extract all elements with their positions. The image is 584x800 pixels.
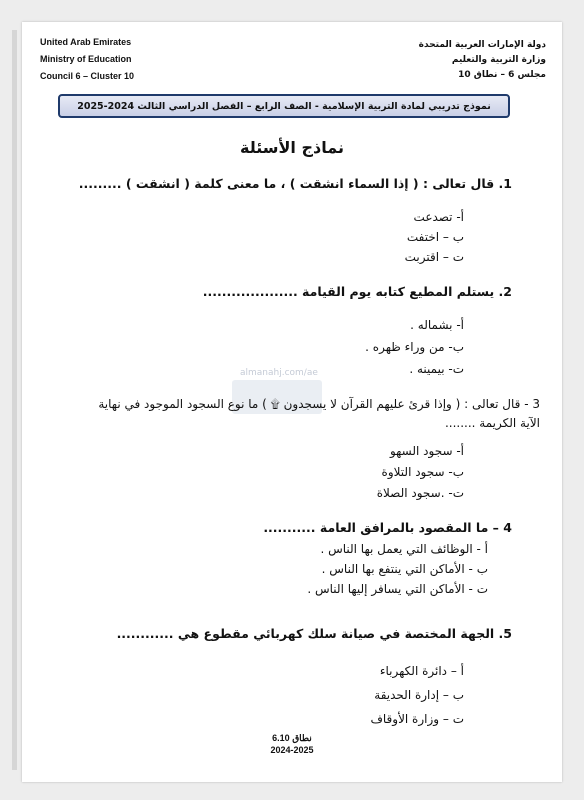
header-country-ar: دولة الإمارات العربية المتحدة (418, 40, 546, 50)
footer (0, 732, 584, 756)
question-1-option-b: ب – اختفت (406, 230, 464, 244)
exam-banner-text: نموذج تدريبي لمادة التربية الإسلامية - الصف الرابع – الفصل الدراسي الثالث 2024-2025 (77, 100, 491, 112)
question-4: 4 – ما المقصود بالمرافق العامة ........... (263, 520, 512, 535)
footer-cluster: نطاق 6.10 (272, 733, 312, 743)
question-1-option-c: ت – اقتربت (404, 250, 464, 264)
question-5-option-a: أ – دائرة الكهرباء (379, 664, 464, 678)
header-ministry-ar: وزارة التربية والتعليم (451, 55, 546, 65)
footer-year: 2024-2025 (270, 745, 314, 755)
header-right (366, 38, 546, 83)
question-3-option-a: أ- سجود السهو (389, 444, 464, 458)
question-4-option-b: ب - الأماكن التي ينتفع بها الناس . (321, 562, 488, 576)
header-left (40, 34, 134, 85)
question-2: 2. يستلم المطيع كتابه يوم القيامة .................... (202, 284, 512, 299)
question-2-option-a: أ- بشماله . (410, 318, 464, 332)
question-5-option-c: ت – وزارة الأوقاف (370, 712, 464, 726)
question-1: 1. قال تعالى : ( إذا السماء انشقت ) ، ما معنى كلمة ( انشقت ) ......... (78, 176, 512, 191)
question-3-line-2: الآية الكريمة ........ (444, 416, 540, 430)
question-4-option-a: أ - الوظائف التي يعمل بها الناس . (320, 542, 488, 556)
question-3-option-c: ت- .سجود الصلاة (376, 486, 464, 500)
header-council-ar: مجلس 6 – نطاق 10 (458, 70, 546, 80)
watermark-text: almanahj.com/ae (240, 368, 318, 378)
question-3-line-1: 3 - قال تعالى : ( وإذا قرئ عليهم القرآن لا يسجدون ۩ ) ما نوع السجود الموجود في نهاية (98, 397, 540, 411)
page-title: نماذج الأسئلة (240, 138, 344, 157)
question-1-option-a: أ- تصدعت (413, 210, 464, 224)
header-council-en: Council 6 – Cluster 10 (40, 71, 135, 81)
question-5: 5. الجهة المختصة في صيانة سلك كهربائي مقطوع هي ............ (116, 626, 512, 641)
exam-banner (58, 94, 510, 118)
question-5-option-b: ب – إدارة الحديقة (374, 688, 464, 702)
question-2-option-b: ب- من وراء ظهره . (365, 340, 464, 354)
question-3-option-b: ب- سجود التلاوة (381, 465, 464, 479)
header-ministry-en: Ministry of Education (40, 54, 132, 64)
question-2-option-c: ت- بيمينه . (409, 362, 464, 376)
question-4-option-c: ت - الأماكن التي يسافر إليها الناس . (307, 582, 488, 596)
header-country-en: United Arab Emirates (40, 37, 132, 47)
